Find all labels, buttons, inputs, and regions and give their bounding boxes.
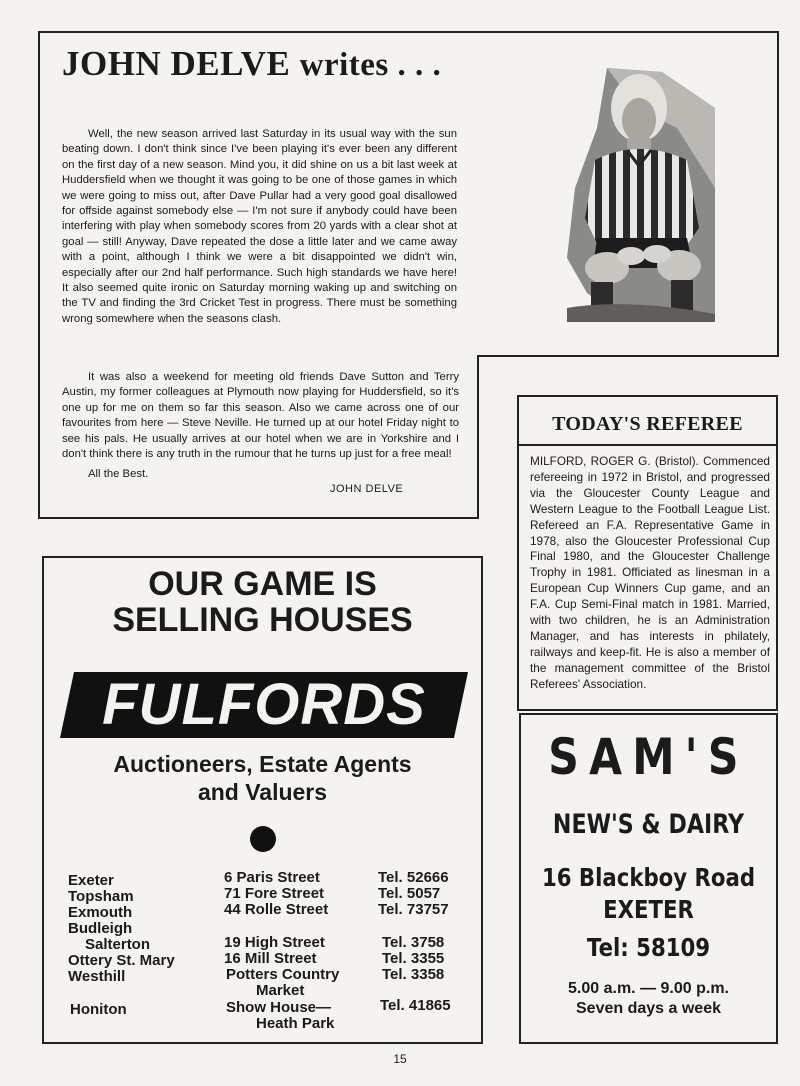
fulfords-headline bbox=[44, 566, 481, 638]
branch-town: Ottery St. Mary bbox=[68, 952, 175, 969]
branch-tel: Tel. 3358 bbox=[382, 966, 445, 983]
fulfords-headline-line-1: OUR GAME IS bbox=[148, 565, 377, 603]
branch-tel: Tel. 3758 bbox=[382, 934, 445, 951]
fulfords-logo-banner bbox=[60, 672, 468, 738]
branch-address: 6 Paris Street bbox=[224, 869, 320, 886]
branch-town: Topsham bbox=[68, 888, 134, 905]
branch-tel: Tel. 52666 bbox=[378, 869, 449, 886]
branch-town: Westhill bbox=[68, 968, 126, 985]
branch-town: Honiton bbox=[70, 1001, 127, 1018]
column-signature: JOHN DELVE bbox=[330, 483, 404, 495]
column-title-name: JOHN DELVE bbox=[62, 44, 291, 83]
player-photo bbox=[567, 68, 715, 322]
fulfords-brand: FULFORDS bbox=[102, 672, 426, 737]
column-paragraph-1: Well, the new season arrived last Saturday in its usual way with the sun beating down. I don't think since I've been playing it's ever been any different on the first day of a new season. Mind you, it did shine on us a bit last week at Huddersfield when we thought it was going to be one of those games in which we were going to miss out, after Dave Pullar had a very good goal disallowed for offside against somebody else — I'm not sure if anybody could have been interfering with play when somebody scores from 20 yards with a clear shot at goal — still! Anyway, Dave repeated the dose a little later and we came away with a point, although I think we were a bit disappointed we didn't win, especially after our 2nd half performance. Such high standards we have here! It also seemed quite ironic on Saturday morning waking up and switching on the TV and finding the 3rd Cricket Test in progress. There must be something wrong somewhere when the seasons clash. bbox=[62, 128, 457, 325]
column-title bbox=[62, 44, 441, 84]
branch-address: Potters Country bbox=[226, 966, 340, 983]
referee-text: MILFORD, ROGER G. (Bristol). Commenced refereeing in 1972 in Bristol, and progressed via the Gloucester County League and Western League to the Football League List. Refereed an F.A. Representative Game in 1978, also the Gloucester Professional Cup Final 1980, and the Gloucester Challenge Trophy in 1981. Officiated as linesman in a European Cup Winners Cup game, and an F.A. Cup Semi-Final match in 1981. Married, with two children, he is an Administration Manager, and has interests in philately, railways and keep-fit. He is also a member of the management committee of the Bristol Referees' Association. bbox=[530, 454, 770, 691]
fulfords-subtitle-line-2: and Valuers bbox=[197, 779, 328, 805]
page-number: 15 bbox=[393, 1052, 407, 1066]
column-signoff: All the Best. bbox=[88, 468, 149, 480]
fulfords-subtitle-line-1: Auctioneers, Estate Agents bbox=[113, 751, 412, 777]
branch-tel: Tel. 41865 bbox=[380, 997, 451, 1014]
fulfords-subtitle bbox=[44, 750, 481, 806]
fulfords-headline-line-2: SELLING HOUSES bbox=[112, 601, 413, 639]
sams-address-city: EXETER bbox=[603, 895, 694, 924]
branch-tel: Tel. 5057 bbox=[378, 885, 441, 902]
branch-address: 16 Mill Street bbox=[224, 950, 317, 967]
branch-address: 71 Fore Street bbox=[224, 885, 325, 902]
column-title-verb: writes . . . bbox=[299, 47, 442, 83]
branch-town: Exmouth bbox=[68, 904, 133, 921]
branch-town: Exeter bbox=[68, 872, 114, 889]
branch-address-line-2: Market bbox=[256, 982, 305, 999]
referee-divider bbox=[519, 444, 776, 446]
branch-tel: Tel. 73757 bbox=[378, 901, 449, 918]
branch-town: Budleigh bbox=[68, 920, 133, 937]
branch-tel: Tel. 3355 bbox=[382, 950, 445, 967]
branch-address: 19 High Street bbox=[224, 934, 325, 951]
referee-title: TODAY'S REFEREE bbox=[552, 413, 743, 435]
sams-opening-days: Seven days a week bbox=[576, 1000, 721, 1017]
branch-town-line-2: Salterton bbox=[85, 936, 151, 953]
column-paragraph-2: It was also a weekend for meeting old friends Dave Sutton and Terry Austin, my former colleagues at Plymouth now playing for Huddersfield, so it's one up for me on them so far this season. Also we came across one of our favourites from here — Steve Neville. He turned up at our hotel Friday night to see his pals. He usually arrives at our hotel when we are in Yorkshire and I don't think there is any truth in the rumour that he turns up just for a free meal! bbox=[62, 371, 459, 461]
sams-subtitle: NEW'S & DAIRY bbox=[552, 809, 745, 840]
sams-opening-hours: 5.00 a.m. — 9.00 p.m. bbox=[568, 980, 729, 997]
branch-address: 44 Rolle Street bbox=[224, 901, 329, 918]
sams-telephone: Tel: 58109 bbox=[586, 933, 711, 962]
branch-address: Show House— bbox=[226, 999, 332, 1016]
sams-address-road: 16 Blackboy Road bbox=[541, 863, 756, 892]
sams-title: SAM'S bbox=[548, 728, 749, 786]
bullet-dot bbox=[250, 826, 276, 852]
branch-address-line-2: Heath Park bbox=[256, 1015, 335, 1032]
